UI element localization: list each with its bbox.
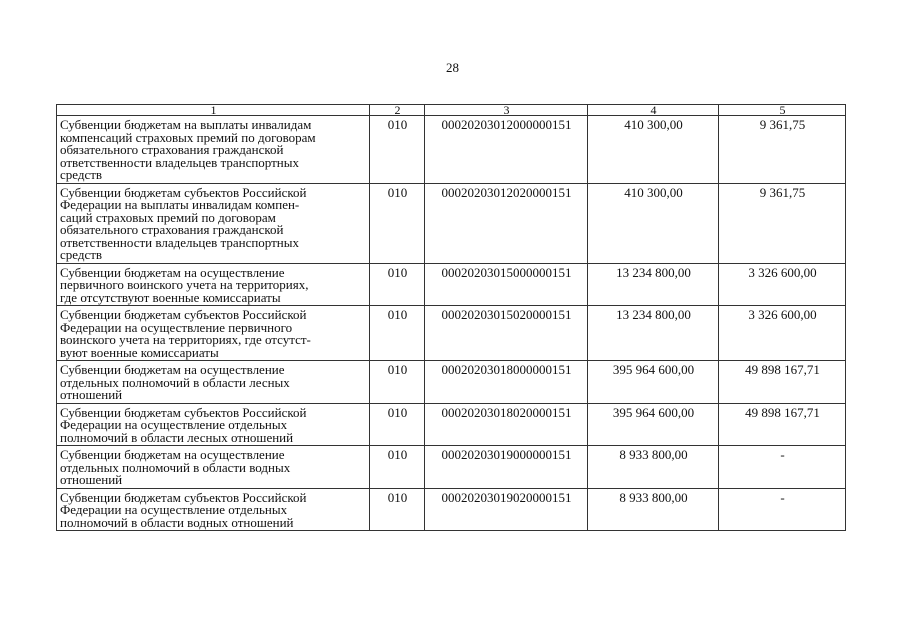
- row-code: 010: [370, 446, 425, 489]
- row-executed-amount: 3 326 600,00: [719, 306, 846, 361]
- description-line: вуют военные комиссариаты: [60, 344, 219, 360]
- row-executed-amount: 49 898 167,71: [719, 403, 846, 446]
- row-executed-amount: -: [719, 488, 846, 531]
- row-planned-amount: 8 933 800,00: [588, 488, 719, 531]
- row-description: [57, 183, 370, 263]
- column-header-2: 2: [370, 105, 425, 116]
- row-executed-amount: 49 898 167,71: [719, 361, 846, 404]
- description-line: Субвенции бюджетам на выплаты инвалидам: [60, 117, 312, 132]
- row-code: 010: [370, 488, 425, 531]
- row-description: [57, 446, 370, 489]
- row-executed-amount: 9 361,75: [719, 183, 846, 263]
- description-line: Субвенции бюджетам субъектов Российской: [60, 404, 307, 420]
- description-line: отдельных полномочий в области лесных: [60, 374, 290, 390]
- description-line: обязательного страхования гражданской: [60, 142, 284, 157]
- row-code: 010: [370, 361, 425, 404]
- description-line: ответственности владельцев транспортных: [60, 154, 299, 170]
- description-line: средств: [60, 167, 103, 182]
- row-description: [57, 488, 370, 531]
- row-description: [57, 361, 370, 404]
- row-executed-amount: 9 361,75: [719, 116, 846, 184]
- row-budget-classification-code: 00020203019020000151: [425, 488, 588, 531]
- row-code: 010: [370, 306, 425, 361]
- description-line: отношений: [60, 472, 123, 487]
- row-budget-classification-code: 00020203019000000151: [425, 446, 588, 489]
- row-code: 010: [370, 263, 425, 306]
- description-line: полномочий в области водных отношений: [60, 514, 294, 530]
- row-executed-amount: 3 326 600,00: [719, 263, 846, 306]
- description-line: Федерации на выплаты инвалидам компен-: [60, 197, 300, 212]
- description-line: средств: [60, 247, 103, 262]
- description-line: Субвенции бюджетам на осуществление: [60, 264, 285, 280]
- column-header-3: 3: [425, 105, 588, 116]
- row-budget-classification-code: 00020203018020000151: [425, 403, 588, 446]
- row-code: 010: [370, 183, 425, 263]
- row-budget-classification-code: 00020203015000000151: [425, 263, 588, 306]
- column-header-4: 4: [588, 105, 719, 116]
- description-line: отношений: [60, 387, 123, 402]
- description-line: Субвенции бюджетам на осуществление: [60, 447, 285, 462]
- description-line: Федерации на осуществление отдельных: [60, 417, 288, 432]
- table-row: [57, 183, 846, 263]
- description-line: ответственности владельцев транспортных: [60, 234, 299, 250]
- description-line: компенсаций страховых премий по договорам: [60, 129, 316, 145]
- row-executed-amount: -: [719, 446, 846, 489]
- table-row: [57, 263, 846, 306]
- column-header-5: 5: [719, 105, 846, 116]
- row-budget-classification-code: 00020203015020000151: [425, 306, 588, 361]
- row-planned-amount: 13 234 800,00: [588, 306, 719, 361]
- table-row: [57, 446, 846, 489]
- row-code: 010: [370, 116, 425, 184]
- description-line: Субвенции бюджетам субъектов Российской: [60, 489, 307, 505]
- description-line: Субвенции бюджетам субъектов Российской: [60, 184, 307, 200]
- description-line: Субвенции бюджетам на осуществление: [60, 362, 285, 377]
- budget-table: [56, 104, 846, 531]
- table-row: [57, 488, 846, 531]
- description-line: воинского учета на территориях, где отсутст-: [60, 332, 311, 347]
- row-planned-amount: 8 933 800,00: [588, 446, 719, 489]
- description-line: саций страховых премий по договорам: [60, 209, 276, 225]
- table-row: [57, 361, 846, 404]
- column-header-1: 1: [57, 105, 370, 116]
- row-code: 010: [370, 403, 425, 446]
- row-planned-amount: 410 300,00: [588, 183, 719, 263]
- description-line: Субвенции бюджетам субъектов Российской: [60, 307, 307, 322]
- table-row: [57, 403, 846, 446]
- row-budget-classification-code: 00020203012020000151: [425, 183, 588, 263]
- row-description: [57, 263, 370, 306]
- row-description: [57, 306, 370, 361]
- description-line: где отсутствуют военные комиссариаты: [60, 289, 281, 305]
- table-header-row: [57, 105, 846, 116]
- row-description: [57, 403, 370, 446]
- table-body: [57, 116, 846, 531]
- row-planned-amount: 395 964 600,00: [588, 361, 719, 404]
- description-line: полномочий в области лесных отношений: [60, 429, 294, 445]
- description-line: Федерации на осуществление первичного: [60, 319, 293, 335]
- description-line: Федерации на осуществление отдельных: [60, 502, 288, 517]
- page-number: 28: [446, 60, 459, 75]
- row-budget-classification-code: 00020203018000000151: [425, 361, 588, 404]
- table-row: [57, 116, 846, 184]
- table-row: [57, 306, 846, 361]
- row-budget-classification-code: 00020203012000000151: [425, 116, 588, 184]
- description-line: отдельных полномочий в области водных: [60, 459, 291, 475]
- row-planned-amount: 13 234 800,00: [588, 263, 719, 306]
- row-description: [57, 116, 370, 184]
- row-planned-amount: 410 300,00: [588, 116, 719, 184]
- description-line: обязательного страхования гражданской: [60, 222, 284, 237]
- description-line: первичного воинского учета на территориях,: [60, 277, 309, 292]
- row-planned-amount: 395 964 600,00: [588, 403, 719, 446]
